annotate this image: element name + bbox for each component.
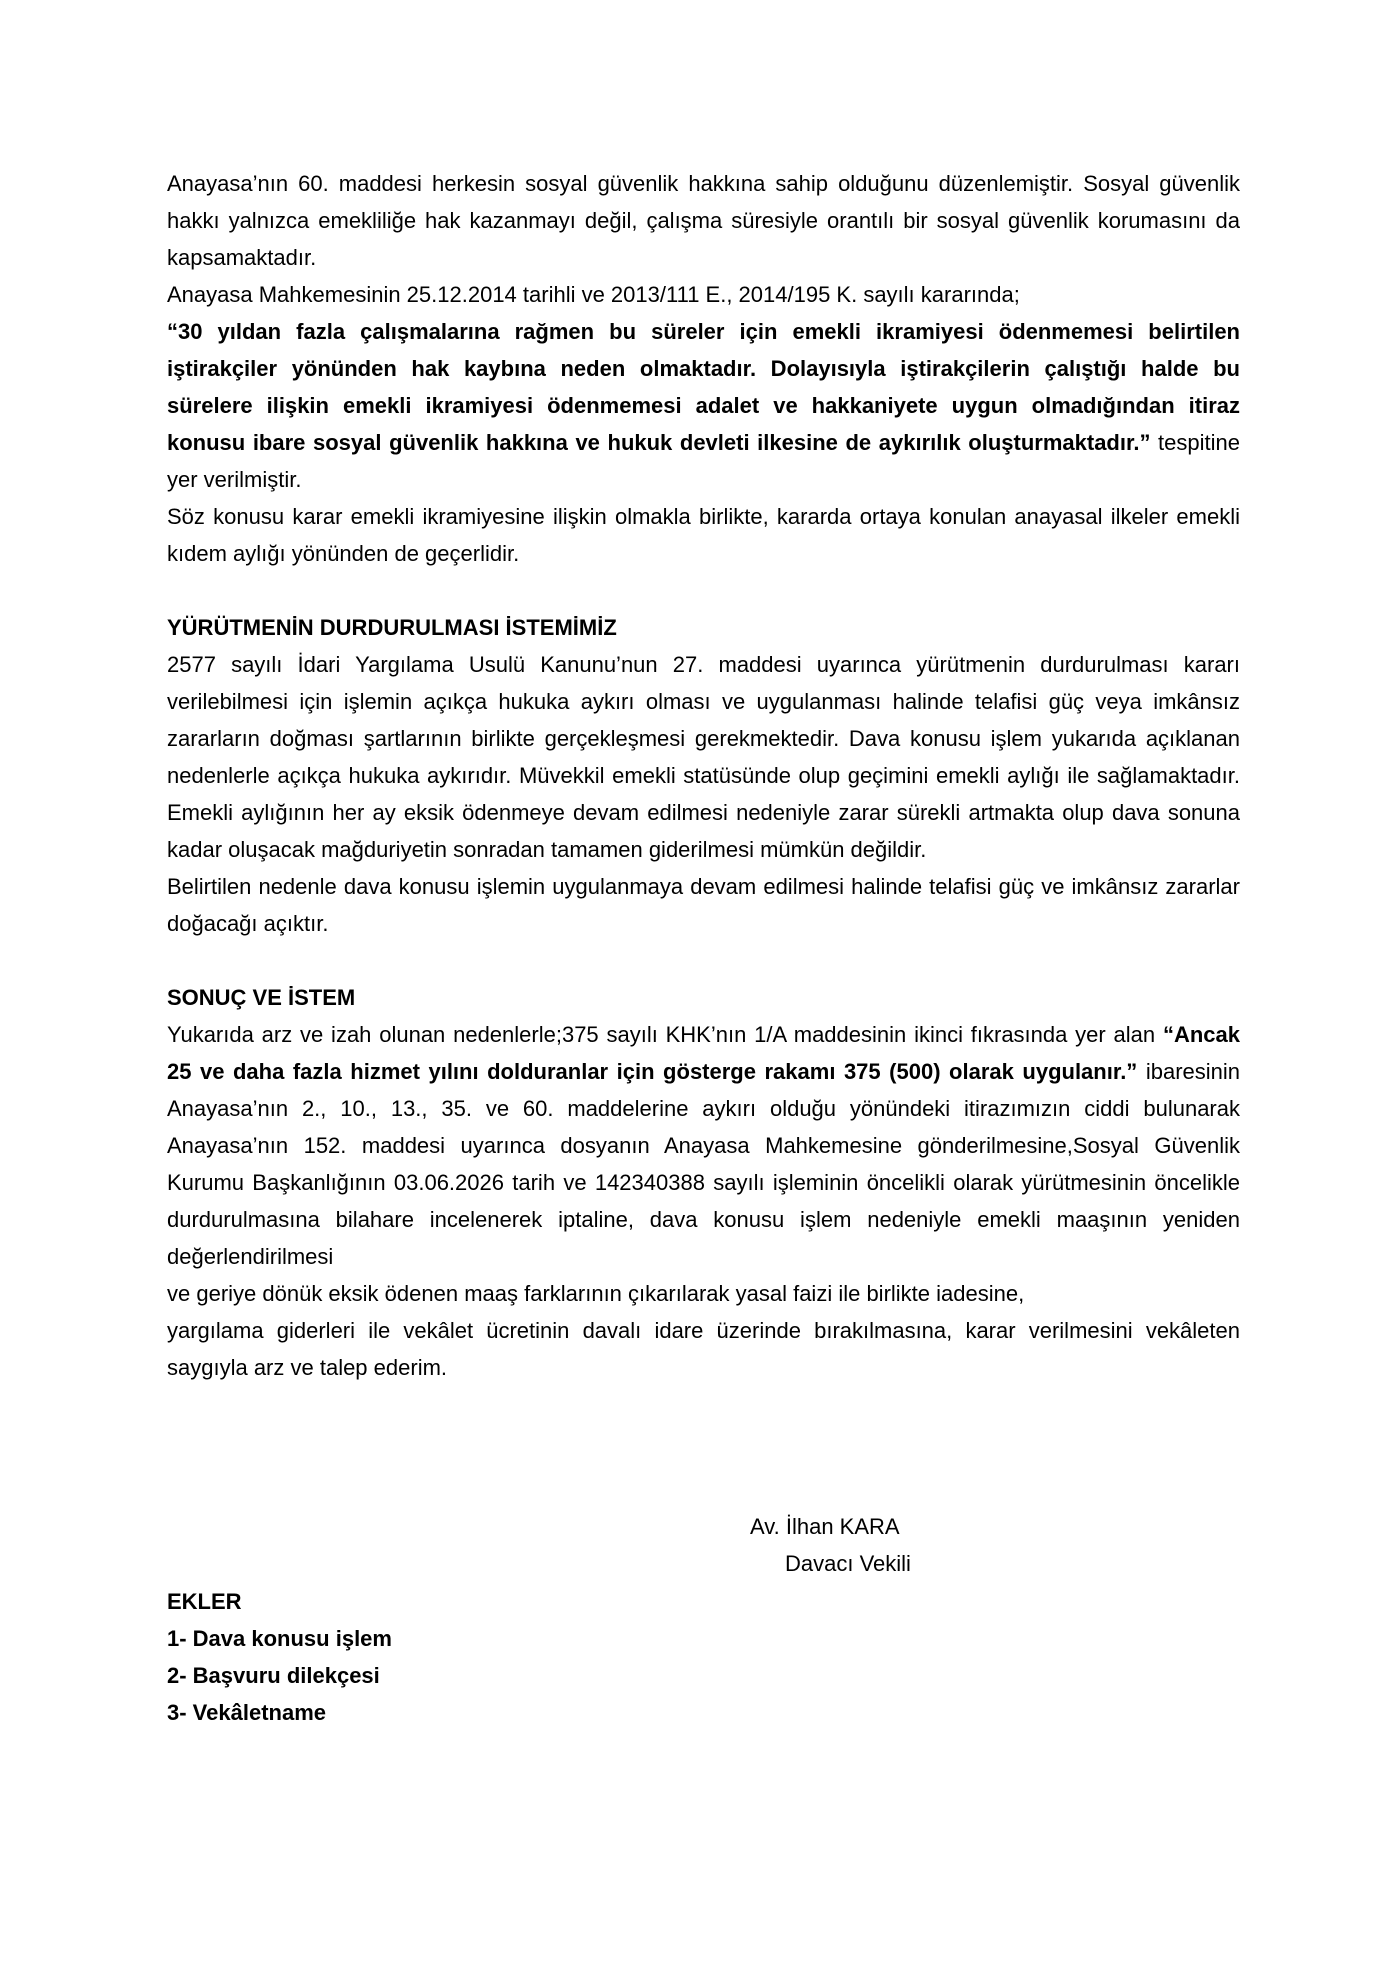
court-quote-tail: tespitine yer verilmiştir. [167,430,1240,492]
attachment-item: 2- Başvuru dilekçesi [167,1663,380,1688]
signature-block [750,1508,911,1582]
heading-result-and-request: SONUÇ VE İSTEM [167,985,356,1010]
spacer [167,942,1240,979]
paragraph-applicability: Söz konusu karar emekli ikramiyesine ilişkin olmakla birlikte, kararda ortaya konulan anayasal ilkeler emekli kıdem aylığı yönünden de geçerlidir. [167,504,1240,566]
paragraph-result-main [167,1016,1240,1275]
document-body [167,165,1240,1386]
signature-name: Av. İlhan KARA [750,1514,900,1539]
paragraph-social-security-right: Anayasa’nın 60. maddesi herkesin sosyal güvenlik hakkına sahip olduğunu düzenlemiştir. Sosyal güvenlik hakkı yalnızca emekliliğe hak kazanmayı değil, çalışma süresiyle orantılı bir sosyal güvenlik korumasını da kapsamaktadır. [167,171,1240,270]
paragraph-court-decision-ref: Anayasa Mahkemesinin 25.12.2014 tarihli ve 2013/111 E., 2014/195 K. sayılı kararında; [167,282,1020,307]
court-quote-bold: “30 yıldan fazla çalışmalarına rağmen bu süreler için emekli ikramiyesi ödenmemesi belirtilen iştirakçiler yönünden hak kaybına neden olmaktadır. Dolayısıyla iştirakçilerin çalıştığı halde bu sürelere ilişkin emekli ikramiyesi ödenmemesi adalet ve hakkaniyete uygun olmadığından itiraz konusu ibare sosyal güvenlik hakkına ve hukuk devleti ilkesine de aykırılık oluşturmaktadır.” [167,319,1240,455]
attachment-item: 3- Vekâletname [167,1700,326,1725]
result-text-rest: ibaresinin Anayasa’nın 2., 10., 13., 35. ve 60. maddelerine aykırı olduğu yönündeki itirazımızın ciddi bulunarak Anayasa’nın 152. maddesi uyarınca dosyanın Anayasa Mahkemesine gönderilmesine,Sosyal Güvenlik Kurumu Başkanlığının 03.06.2026 tarih ve 142340388 sayılı işleminin öncelikli olarak yürütmesinin öncelikle durdurulmasına bilahare incelenerek iptaline, dava konusu işlem nedeniyle emekli maaşının yeniden değerlendirilmesi [167,1059,1240,1269]
paragraph-court-quote [167,313,1240,498]
paragraph-result-costs: yargılama giderleri ile vekâlet ücretinin davalı idare üzerinde bırakılmasına, karar verilmesini vekâleten saygıyla arz ve talep ederim. [167,1318,1240,1380]
heading-stay-of-execution: YÜRÜTMENİN DURDURULMASI İSTEMİMİZ [167,615,617,640]
paragraph-result-refund: ve geriye dönük eksik ödenen maaş farklarının çıkarılarak yasal faizi ile birlikte iadesine, [167,1281,1025,1306]
spacer [167,572,1240,609]
attachments-heading: EKLER [167,1589,242,1614]
attachment-item: 1- Dava konusu işlem [167,1626,392,1651]
attachments-list [167,1583,392,1731]
paragraph-stay-conclusion: Belirtilen nedenle dava konusu işlemin uygulanmaya devam edilmesi halinde telafisi güç ve imkânsız zararlar doğacağı açıktır. [167,874,1240,936]
result-text-start: Yukarıda arz ve izah olunan nedenlerle;375 sayılı KHK’nın 1/A maddesinin ikinci fıkrasında yer alan [167,1022,1163,1047]
signature-title: Davacı Vekili [785,1551,911,1576]
paragraph-stay-conditions: 2577 sayılı İdari Yargılama Usulü Kanunu’nun 27. maddesi uyarınca yürütmenin durdurulması kararı verilebilmesi için işlemin açıkça hukuka aykırı olması ve uygulanması halinde telafisi güç veya imkânsız zararların doğması şartlarının birlikte gerçekleşmesi gerekmektedir. Dava konusu işlem yukarıda açıklanan nedenlerle açıkça hukuka aykırıdır. Müvekkil emekli statüsünde olup geçimini emekli aylığı ile sağlamaktadır. Emekli aylığının her ay eksik ödenmeye devam edilmesi nedeniyle zarar sürekli artmakta olup dava sonuna kadar oluşacak mağduriyetin sonradan tamamen giderilmesi mümkün değildir. [167,652,1240,862]
result-quoted-clause: “Ancak 25 ve daha fazla hizmet yılını dolduranlar için gösterge rakamı 375 (500) olarak uygulanır.” [167,1022,1240,1084]
